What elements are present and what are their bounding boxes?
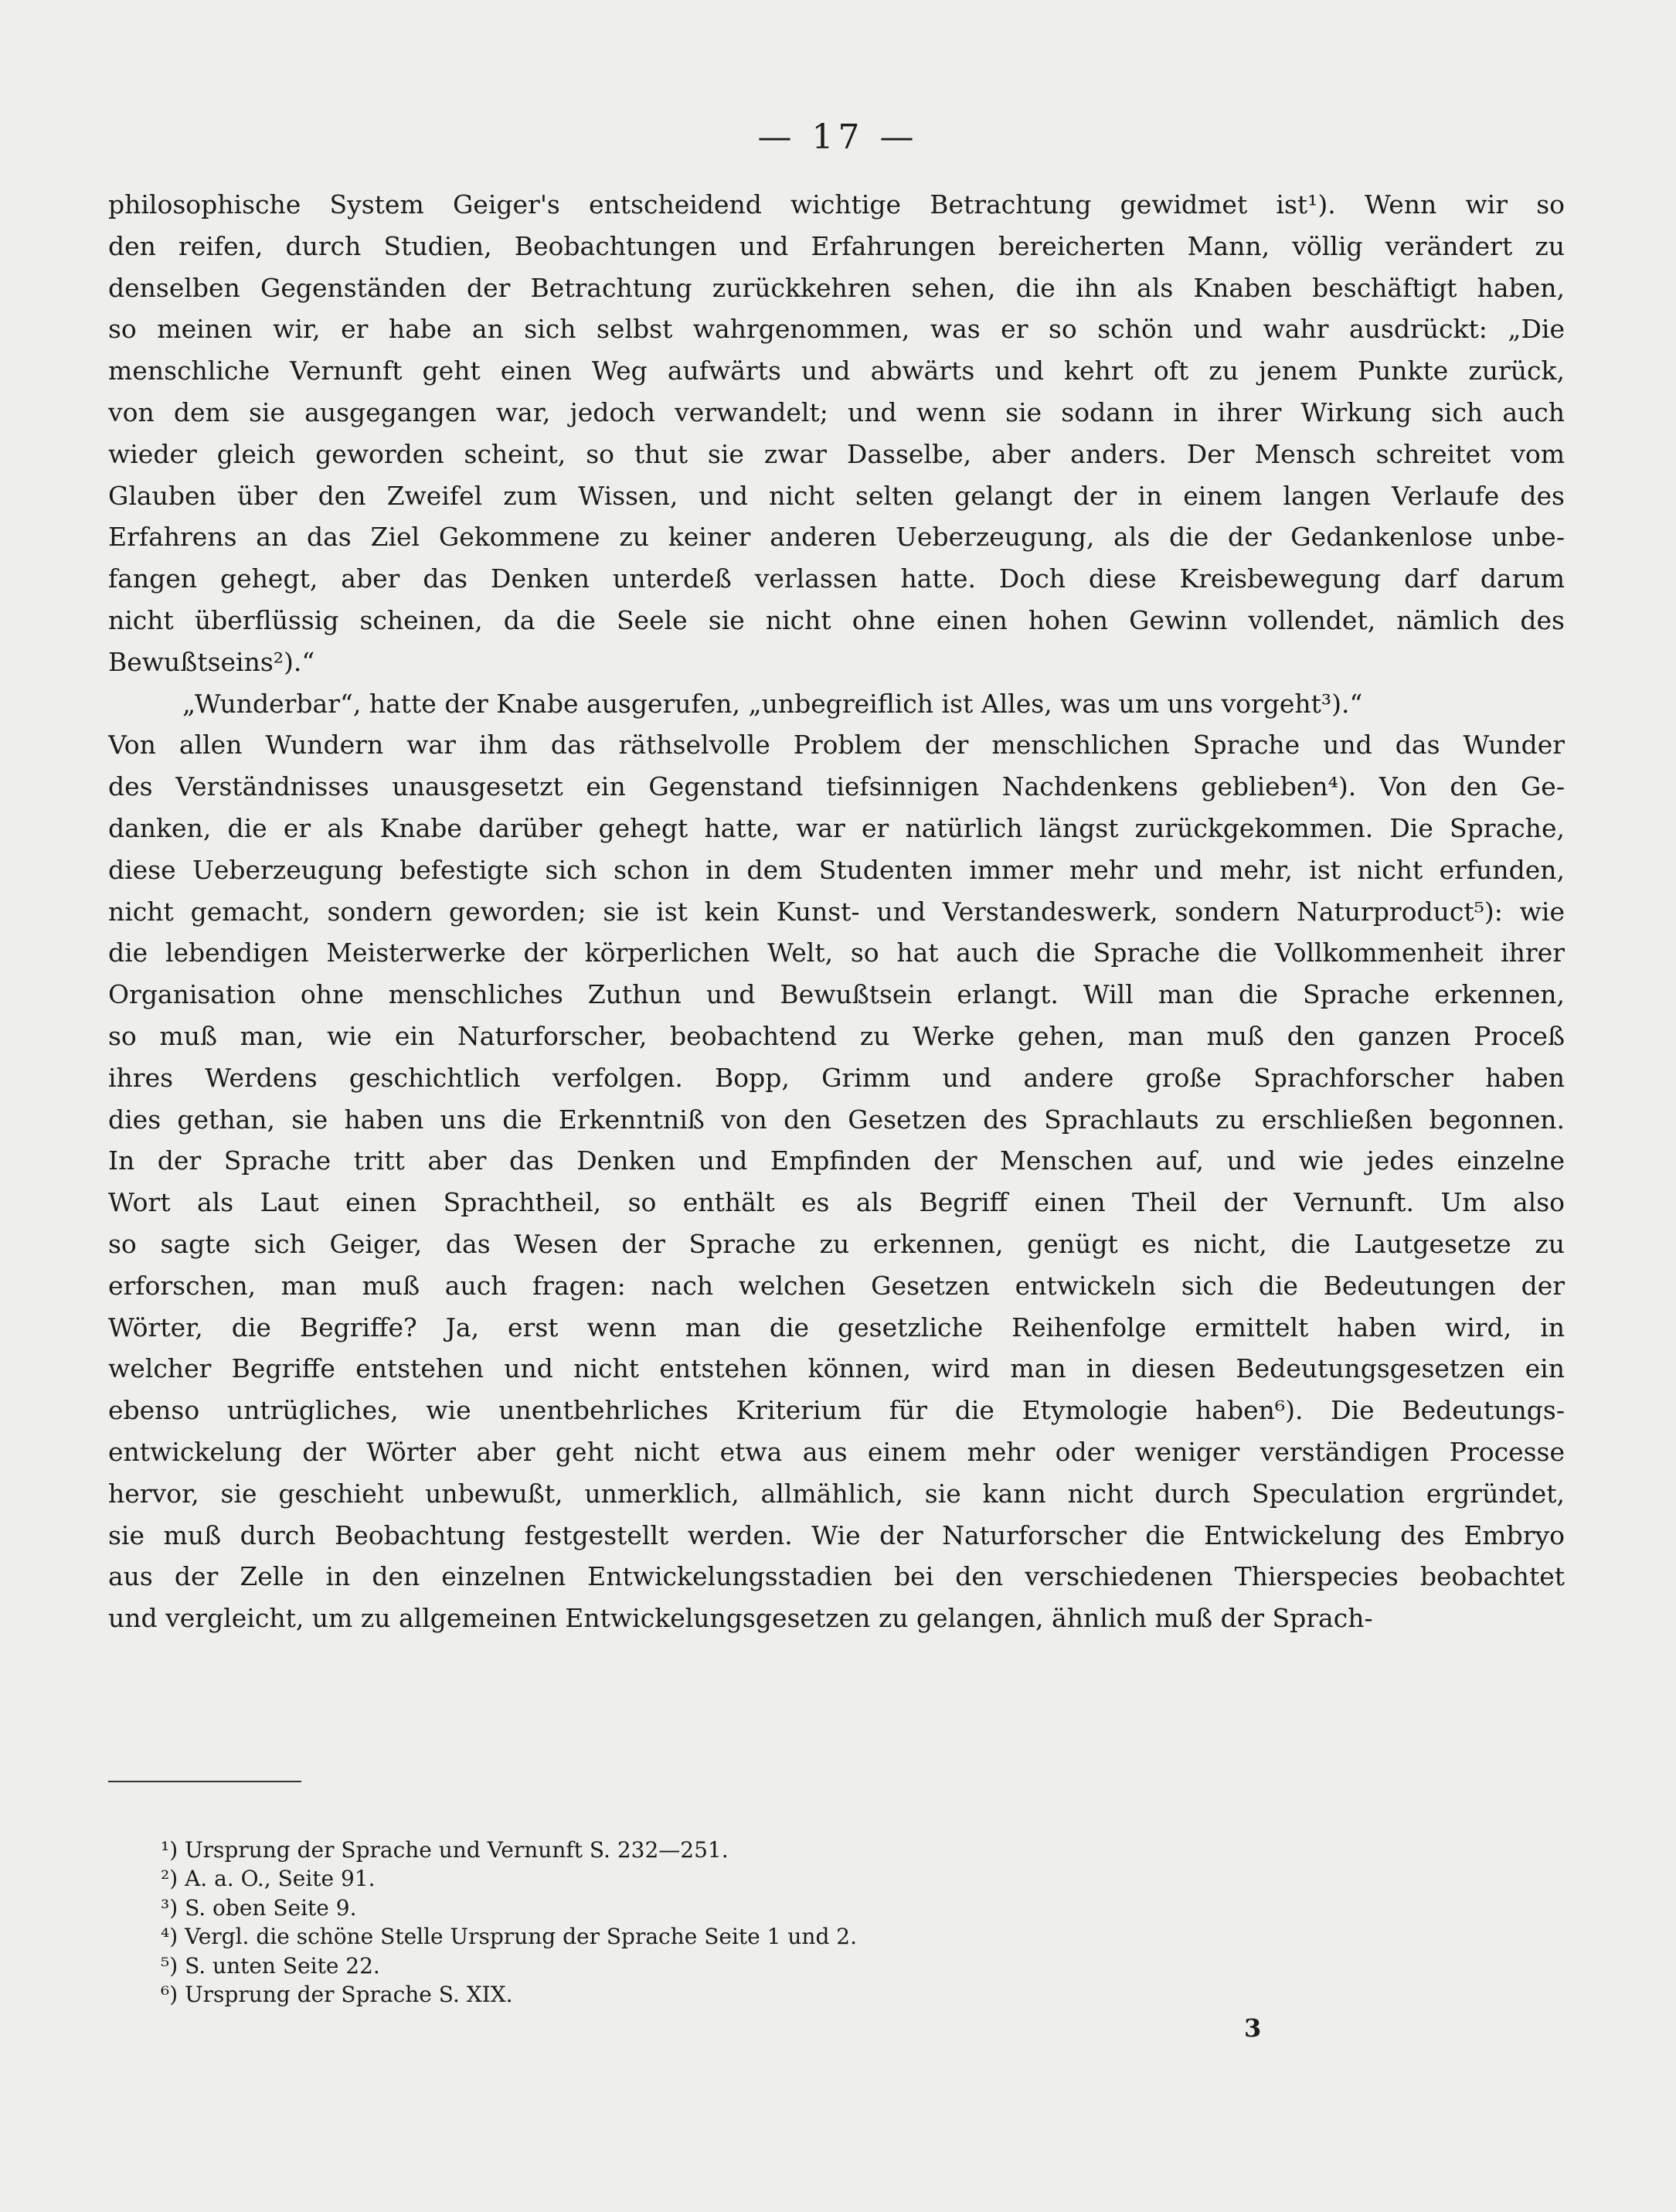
text-line: den reifen, durch Studien, Beobachtungen und Erfahrungen bereicherten Mann, völlig verändert zu: [108, 230, 1565, 261]
text-line: sie muß durch Beobachtung festgestellt werden. Wie der Naturforscher die Entwickelung des Embryo: [108, 1519, 1565, 1550]
text-line: erforschen, man muß auch fragen: nach welchen Gesetzen entwickeln sich die Bedeutungen der: [108, 1270, 1565, 1301]
text-line: menschliche Vernunft geht einen Weg aufwärts und abwärts und kehrt oft zu jenem Punkte zurück,: [108, 356, 1565, 386]
footnote-text: Ursprung der Sprache S. XIX.: [185, 1981, 513, 2007]
text-line: denselben Gegenständen der Betrachtung zurückkehren sehen, die ihn als Knaben beschäftigt haben,: [108, 272, 1565, 303]
text-line: nicht überflüssig scheinen, da die Seele sie nicht ohne einen hohen Gewinn vollendet, nämlich des: [108, 604, 1565, 635]
body-text: [108, 184, 1565, 1639]
text-line: hervor, sie geschieht unbewußt, unmerklich, allmählich, sie kann nicht durch Speculation ergründet,: [108, 1478, 1565, 1509]
text-line: entwickelung der Wörter aber geht nicht etwa aus einem mehr oder weniger verständigen Processe: [108, 1436, 1565, 1467]
footnote-text: Vergl. die schöne Stelle Ursprung der Sprache Seite 1 und 2.: [185, 1924, 857, 1950]
footnotes: [161, 1836, 1474, 2009]
text-line: philosophische System Geiger's entscheidend wichtige Betrachtung gewidmet ist¹). Wenn wir so: [108, 189, 1565, 219]
text-line: wieder gleich geworden scheint, so thut sie zwar Dasselbe, aber anders. Der Mensch schreitet vom: [108, 438, 1565, 469]
text-line: nicht gemacht, sondern geworden; sie ist kein Kunst- und Verstandeswerk, sondern Naturproduct⁵): wie: [108, 896, 1565, 927]
text-line: In der Sprache tritt aber das Denken und Empfinden der Menschen auf, und wie jedes einzelne: [108, 1145, 1565, 1176]
text-line: des Verständnisses unausgesetzt ein Gegenstand tiefsinnigen Nachdenkens geblieben⁴). Von den Ge-: [108, 771, 1565, 802]
text-line: aus der Zelle in den einzelnen Entwickelungsstadien bei den verschiedenen Thierspecies beobachtet: [108, 1561, 1565, 1592]
text-line: ihres Werdens geschichtlich verfolgen. Bopp, Grimm und andere große Sprachforscher haben: [108, 1062, 1565, 1093]
page-number: — 17 —: [757, 117, 919, 157]
text-line: so meinen wir, er habe an sich selbst wahrgenommen, was er so schön und wahr ausdrückt: „Die: [108, 314, 1565, 345]
footnote-text: S. oben Seite 9.: [185, 1894, 357, 1921]
footnote-separator: [108, 1781, 301, 1782]
text-line: so muß man, wie ein Naturforscher, beobachtend zu Werke gehen, man muß den ganzen Proceß: [108, 1020, 1565, 1051]
text-line: Erfahrens an das Ziel Gekommene zu keiner anderen Ueberzeugung, als die der Gedankenlose unbe-: [108, 522, 1565, 553]
text-line: Wort als Laut einen Sprachtheil, so enthält es als Begriff einen Theil der Vernunft. Um also: [108, 1187, 1565, 1218]
footnote: [161, 1864, 1474, 1893]
text-line: Bewußtseins²).“: [108, 646, 315, 677]
text-line: diese Ueberzeugung befestigte sich schon in dem Studenten immer mehr und mehr, ist nicht erfunden,: [108, 854, 1565, 885]
footnote-mark: ⁵): [161, 1952, 178, 1979]
signature-mark: 3: [1244, 2013, 1262, 2043]
text-line: ebenso untrügliches, wie unentbehrliches Kriterium für die Etymologie haben⁶). Die Bedeutungs-: [108, 1395, 1565, 1426]
footnote-text: S. unten Seite 22.: [185, 1952, 380, 1979]
text-line: dies gethan, sie haben uns die Erkenntniß von den Gesetzen des Sprachlauts zu erschließen begonnen.: [108, 1104, 1565, 1135]
footnote: [161, 1894, 1474, 1922]
footnote-mark: ²): [161, 1866, 178, 1892]
text-line: Von allen Wundern war ihm das räthselvolle Problem der menschlichen Sprache und das Wunder: [108, 730, 1565, 761]
footnote-mark: ¹): [161, 1837, 178, 1863]
text-line: die lebendigen Meisterwerke der körperlichen Welt, so hat auch die Sprache die Vollkommenheit ihrer: [108, 938, 1565, 968]
footnote: [161, 1952, 1474, 1980]
text-line: und vergleicht, um zu allgemeinen Entwickelungsgesetzen zu gelangen, ähnlich muß der Sprach-: [108, 1603, 1373, 1634]
footnote: [161, 1836, 1474, 1864]
footnote-mark: ⁴): [161, 1924, 178, 1950]
footnote: [161, 1922, 1474, 1951]
text-line: Wörter, die Begriffe? Ja, erst wenn man die gesetzliche Reihenfolge ermittelt haben wird, in: [108, 1312, 1565, 1343]
footnote-mark: ⁶): [161, 1981, 178, 2007]
footnote: [161, 1980, 1474, 2009]
text-line: Glauben über den Zweifel zum Wissen, und nicht selten gelangt der in einem langen Verlaufe des: [108, 480, 1565, 511]
footnote-text: A. a. O., Seite 91.: [185, 1866, 376, 1892]
footnote-mark: ³): [161, 1894, 178, 1921]
text-line: Organisation ohne menschliches Zuthun und Bewußtsein erlangt. Will man die Sprache erkennen,: [108, 979, 1565, 1010]
footnote-text: Ursprung der Sprache und Vernunft S. 232—251.: [185, 1837, 729, 1863]
text-line: von dem sie ausgegangen war, jedoch verwandelt; und wenn sie sodann in ihrer Wirkung sich auch: [108, 396, 1565, 427]
text-line: fangen gehegt, aber das Denken unterdeß verlassen hatte. Doch diese Kreisbewegung darf darum: [108, 563, 1565, 594]
text-line: „Wunderbar“, hatte der Knabe ausgerufen, „unbegreiflich ist Alles, was um uns vorgeht³).“: [182, 688, 1363, 719]
text-line: danken, die er als Knabe darüber gehegt hatte, war er natürlich längst zurückgekommen. Die Sprache,: [108, 812, 1565, 843]
text-line: so sagte sich Geiger, das Wesen der Sprache zu erkennen, genügt es nicht, die Lautgesetze zu: [108, 1228, 1565, 1259]
text-line: welcher Begriffe entstehen und nicht entstehen können, wird man in diesen Bedeutungsgesetzen ein: [108, 1353, 1565, 1384]
